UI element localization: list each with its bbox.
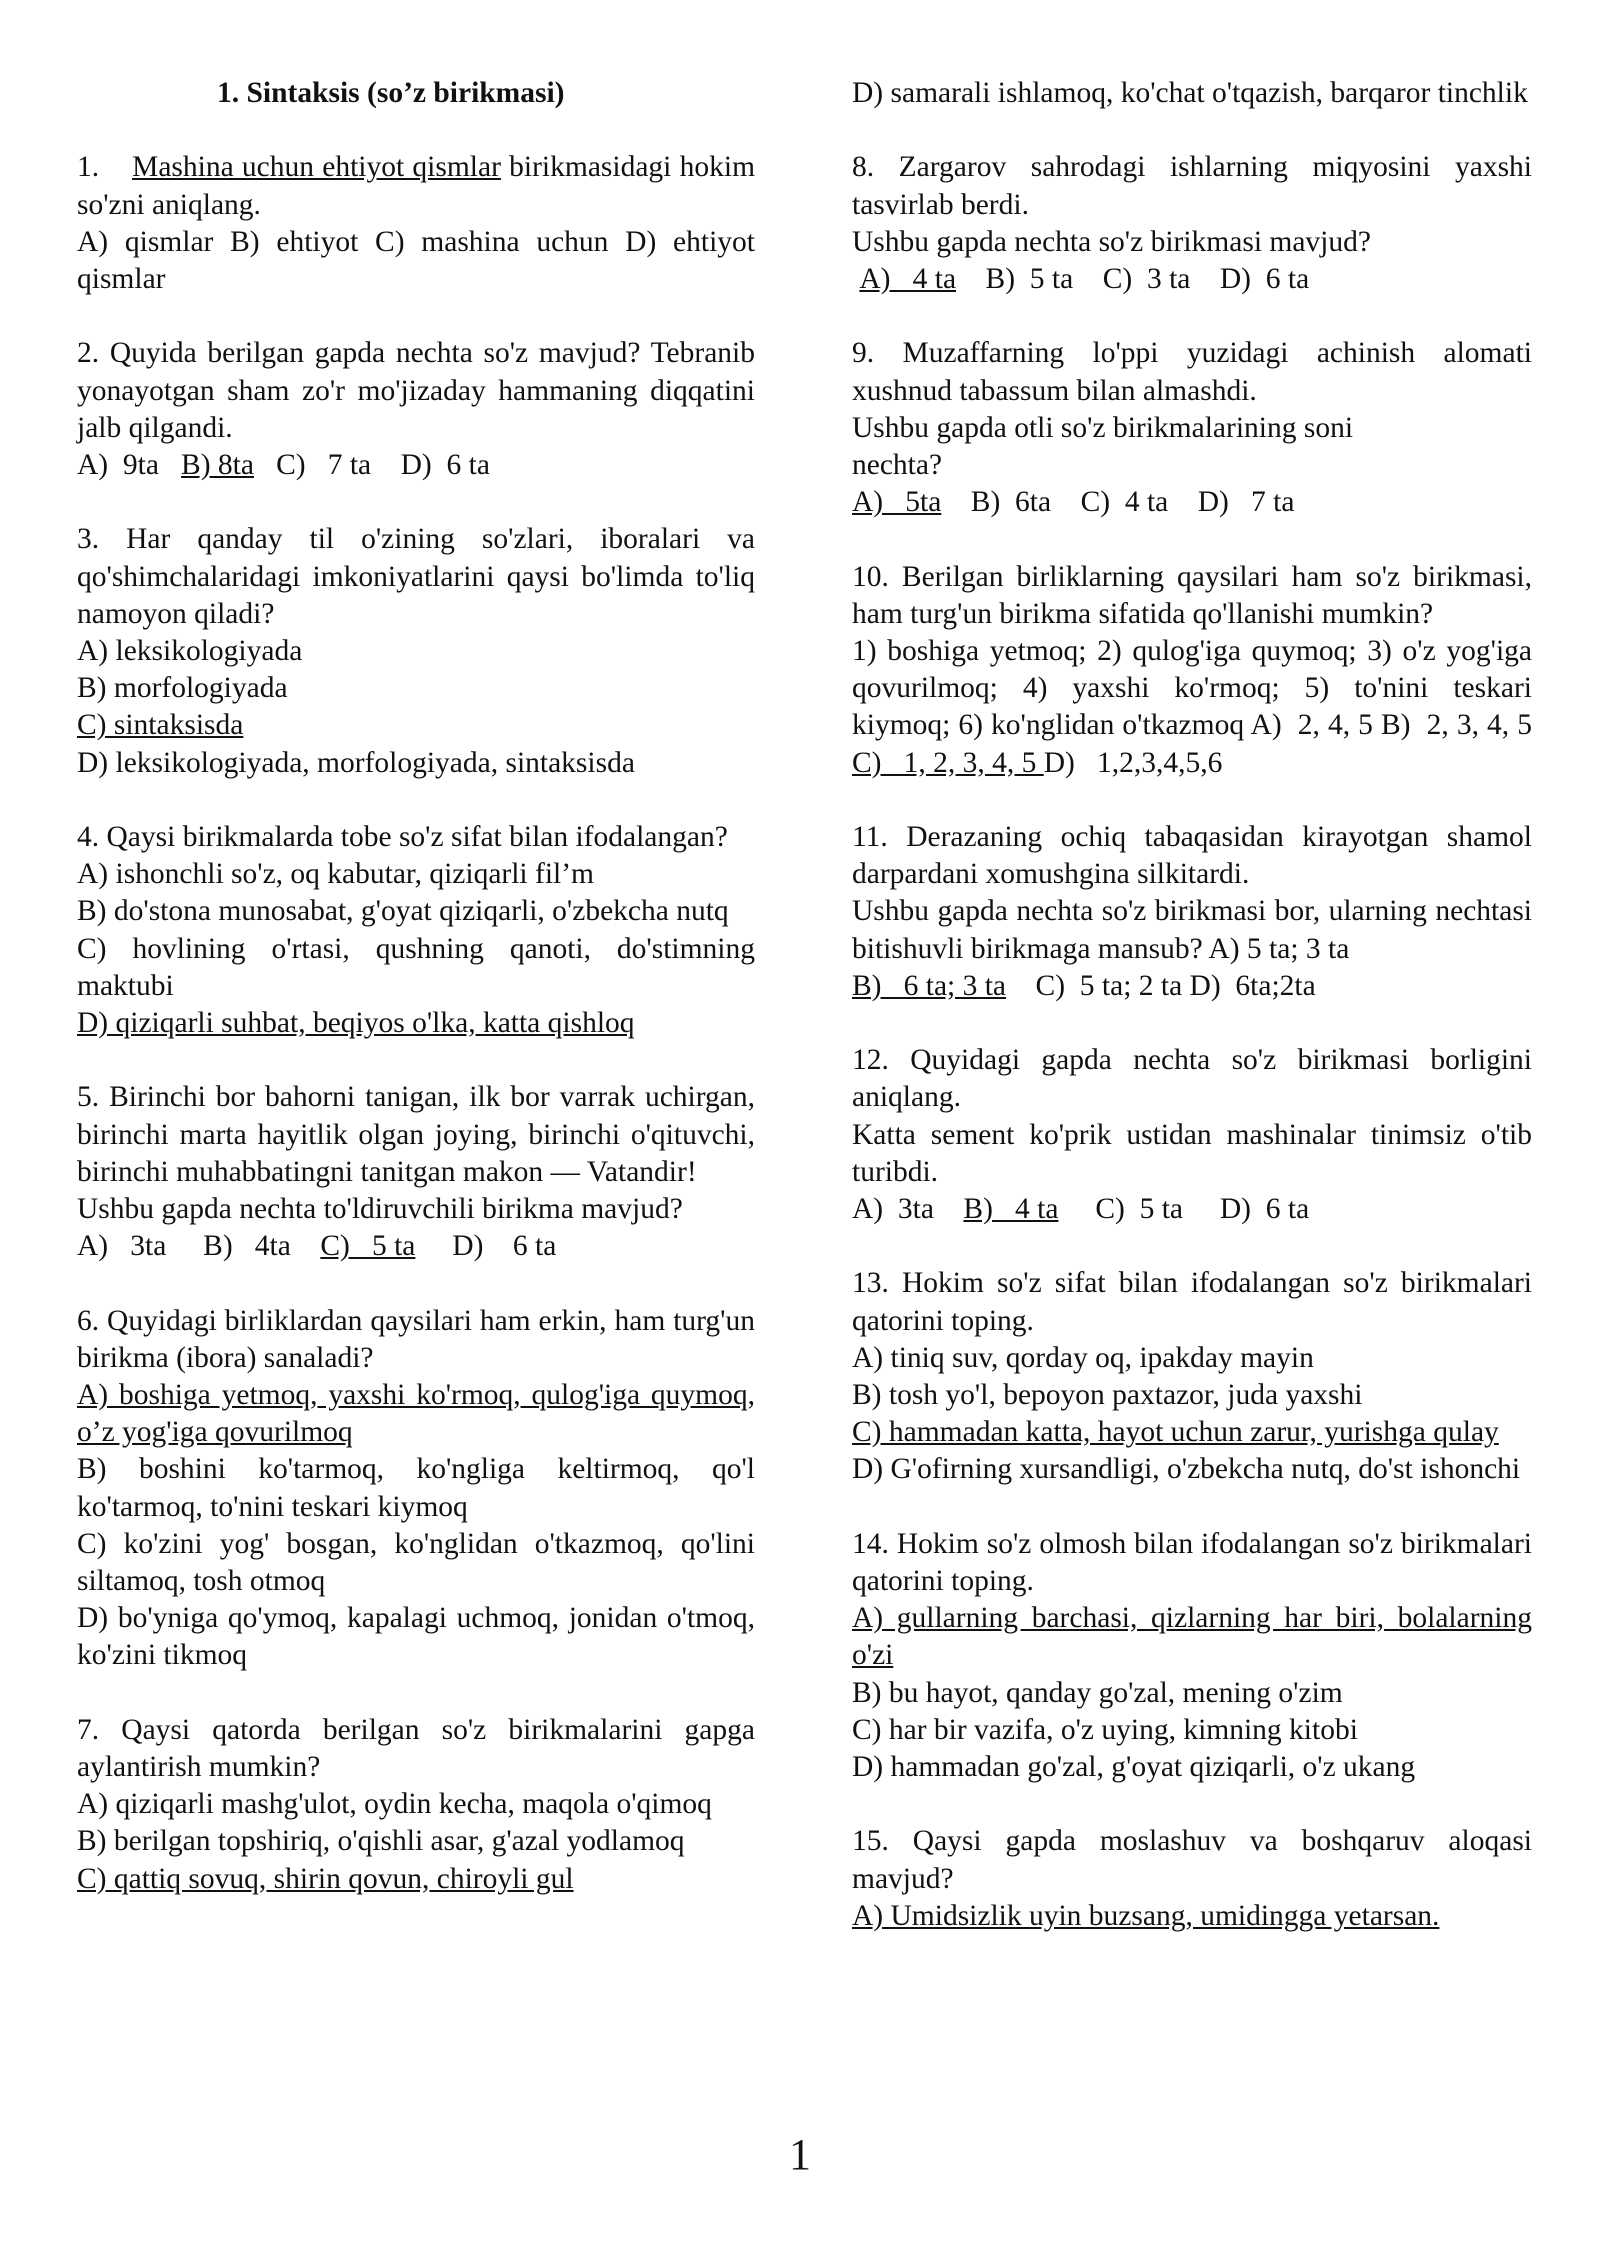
option-c-correct: C) 5 ta <box>320 1230 416 1263</box>
answer-options: A) qismlar B) ehtiyot C) mashina uchun D) ehtiyot qismlar <box>77 225 755 295</box>
question-ask: Ushbu gapda nechta to'ldiruvchili birikma mavjud? <box>77 1193 683 1226</box>
options-rest: C) 5 ta; 2 ta D) 6ta;2ta <box>1006 969 1316 1002</box>
underlined-phrase: Mashina uchun ehtiyot qismlar <box>132 151 501 184</box>
option-b-correct: B) 4 ta <box>963 1193 1059 1226</box>
items-and-options: 1) boshiga yetmoq; 2) qulog'iga quymoq; 3) o'z yog'iga qovurilmoq; 4) yaxshi ko'rmoq; 5) to'nini teskari kiymoq; 6) ko'nglidan o'tkazmoq A) 2, 4, 5 B) 2, 3, 4, 5 <box>852 635 1562 742</box>
section-heading: 1. Sintaksis (so’z birikmasi) <box>217 77 565 109</box>
option-b: B) berilgan topshiriq, o'qishli asar, g'azal yodlamoq <box>77 1825 685 1858</box>
option-b-correct: B) 6 ta; 3 ta <box>852 969 1007 1002</box>
question-stem: 10. Berilgan birliklarning qaysilari ham so'z birikmasi, ham turg'un birikma sifatida qo'llanishi mumkin? <box>852 560 1532 630</box>
option-b: B) bu hayot, qanday go'zal, mening o'zim <box>852 1676 1343 1709</box>
question-stem: 15. Qaysi gapda moslashuv va boshqaruv aloqasi mavjud? <box>852 1825 1532 1895</box>
option-a: A) 9ta <box>77 449 182 481</box>
option-d: D) G'ofirning xursandligi, o'zbekcha nutq, do'st ishonchi <box>852 1453 1521 1486</box>
option-c: C) har bir vazifa, o'z uying, kimning kitobi <box>852 1713 1358 1746</box>
options-ab: A) 3ta B) 4ta <box>77 1230 321 1263</box>
option-d: D) leksikologiyada, morfologiyada, sintaksisda <box>77 746 635 779</box>
options-rest: B) 6ta C) 4 ta D) 7 ta <box>941 486 1295 519</box>
options-rest: C) 7 ta D) 6 ta <box>253 449 490 481</box>
option-c-correct: C) hammadan katta, hayot uchun zarur, yurishga qulay <box>852 1416 1499 1449</box>
left-column <box>77 75 755 1935</box>
question-12 <box>852 1042 1532 1228</box>
question-6 <box>77 1303 755 1675</box>
options-rest: B) 5 ta C) 3 ta D) 6 ta <box>956 263 1310 295</box>
question-stem: 7. Qaysi qatorda berilgan so'z birikmalarini gapga aylantirish mumkin? <box>77 1713 755 1784</box>
right-column <box>852 75 1562 1972</box>
option-a: A) 3ta <box>852 1193 964 1226</box>
question-ask: Ushbu gapda otli so'z birikmalarining soni <box>852 411 1354 444</box>
options-rest: C) 5 ta D) 6 ta <box>1058 1193 1310 1226</box>
option-d: D) bo'yniga qo'ymoq, kapalagi uchmoq, jonidan o'tmoq, ko'zini tikmoq <box>77 1602 755 1672</box>
option-a-correct: A) Umidsizlik uyin buzsang, umidingga yetarsan. <box>852 1899 1440 1932</box>
question-2 <box>77 335 755 484</box>
question-stem: 14. Hokim so'z olmosh bilan ifodalangan so'z birikmalari qatorini toping. <box>852 1527 1532 1598</box>
option-a: A) tiniq suv, qorday oq, ipakday mayin <box>852 1341 1314 1374</box>
question-stem: birikmasidagi hokim so'zni aniqlang. <box>77 151 756 221</box>
option-a: A) leksikologiyada <box>77 635 303 667</box>
question-stem: 5. Birinchi bor bahorni tanigan, ilk bor varrak uchirgan, birinchi marta hayitlik olgan joying, birinchi o'qituvchi, birinchi muhabbatingni tanitgan makon — Vatandir! <box>77 1081 755 1188</box>
option-c-correct: C) 1, 2, 3, 4, 5 <box>852 746 1044 779</box>
question-8 <box>852 149 1532 298</box>
question-4 <box>77 819 755 1042</box>
option-c: C) hovlining o'rtasi, qushning qanoti, do'stimning maktubi <box>77 932 755 1002</box>
option-c-correct: C) sintaksisda <box>77 709 244 742</box>
question-3 <box>77 521 755 781</box>
option-b-correct: B) 8ta <box>181 449 254 481</box>
option-d: D) 6 ta <box>415 1230 557 1263</box>
question-stem: 2. Quyida berilgan gapda nechta so'z mavjud? Tebranib yonayotgan sham zo'r mo'jizaday hammaning diqqatini jalb qilgandi. <box>77 337 755 444</box>
question-number: 1. <box>77 151 100 184</box>
option-c-correct: C) qattiq sovuq, shirin qovun, chiroyli gul <box>77 1862 574 1895</box>
option-b: B) boshini ko'tarmoq, ko'ngliga keltirmoq, qo'l ko'tarmoq, to'nini teskari kiymoq <box>77 1453 755 1523</box>
question-stem: 8. Zargarov sahrodagi ishlarning miqyosini yaxshi tasvirlab berdi. <box>852 151 1532 221</box>
question-stem: 11. Derazaning ochiq tabaqasidan kirayotgan shamol darpardani xomushgina silkitardi. <box>852 821 1532 891</box>
question-stem: 3. Har qanday til o'zining so'zlari, iboralari va qo'shimchalaridagi imkoniyatlarini qaysi bo'limda to'liq namoyon qiladi? <box>77 523 755 630</box>
question-14 <box>852 1526 1532 1786</box>
question-7 <box>77 1712 755 1898</box>
question-13 <box>852 1265 1532 1488</box>
question-ask: Ushbu gapda nechta so'z birikmasi bor, ularning nechtasi bitishuvli birikmaga mansub? A) 5 ta; 3 ta <box>852 895 1532 965</box>
question-1 <box>77 149 755 298</box>
option-a: A) qiziqarli mashg'ulot, oydin kecha, maqola o'qimoq <box>77 1788 712 1821</box>
question-5 <box>77 1079 755 1265</box>
option-a-correct: A) 5ta <box>852 486 942 519</box>
option-b: B) tosh yo'l, bepoyon paxtazor, juda yaxshi <box>852 1379 1363 1412</box>
option-d: D) samarali ishlamoq, ko'chat o'tqazish, barqaror tinchlik <box>852 77 1528 109</box>
option-d: D) 1,2,3,4,5,6 <box>1043 746 1223 779</box>
question-stem: 12. Quyidagi gapda nechta so'z birikmasi borligini aniqlang. <box>852 1044 1532 1114</box>
option-d: D) hammadan go'zal, g'oyat qiziqarli, o'z ukang <box>852 1751 1416 1784</box>
option-d-correct: D) qiziqarli suhbat, beqiyos o'lka, katta qishloq <box>77 1007 635 1040</box>
question-7-continued <box>852 75 1532 112</box>
question-9 <box>852 335 1532 521</box>
question-11 <box>852 819 1532 1005</box>
question-sentence: Katta sement ko'prik ustidan mashinalar tinimsiz o'tib turibdi. <box>852 1118 1532 1188</box>
page-number: 1 <box>789 2130 811 2179</box>
question-stem: 13. Hokim so'z sifat bilan ifodalangan so'z birikmalari qatorini toping. <box>852 1267 1532 1337</box>
option-a-correct: A) boshiga yetmoq, yaxshi ko'rmoq, qulog'iga quymoq, o’z yog'iga qovurilmoq <box>77 1379 755 1449</box>
question-ask-cont: nechta? <box>852 449 943 481</box>
option-c: C) ko'zini yog' bosgan, ko'nglidan o'tkazmoq, qo'lini siltamoq, tosh otmoq <box>77 1527 755 1598</box>
question-ask: Ushbu gapda nechta so'z birikmasi mavjud? <box>852 225 1371 258</box>
question-stem: 4. Qaysi birikmalarda tobe so'z sifat bilan ifodalangan? <box>77 821 728 853</box>
option-b: B) do'stona munosabat, g'oyat qiziqarli, o'zbekcha nutq <box>77 895 729 928</box>
option-a-correct: A) gullarning barchasi, qizlarning har biri, bolalarning o'zi <box>852 1602 1532 1672</box>
question-10 <box>852 559 1562 782</box>
option-a: A) ishonchli so'z, oq kabutar, qiziqarli fil’m <box>77 858 594 891</box>
option-b: B) morfologiyada <box>77 672 288 705</box>
option-a-correct: A) 4 ta <box>859 263 957 295</box>
question-stem: 9. Muzaffarning lo'ppi yuzidagi achinish alomati xushnud tabassum bilan almashdi. <box>852 337 1532 407</box>
question-15 <box>852 1823 1532 1935</box>
question-stem: 6. Quyidagi birliklardan qaysilari ham erkin, ham turg'un birikma (ibora) sanaladi? <box>77 1304 755 1374</box>
